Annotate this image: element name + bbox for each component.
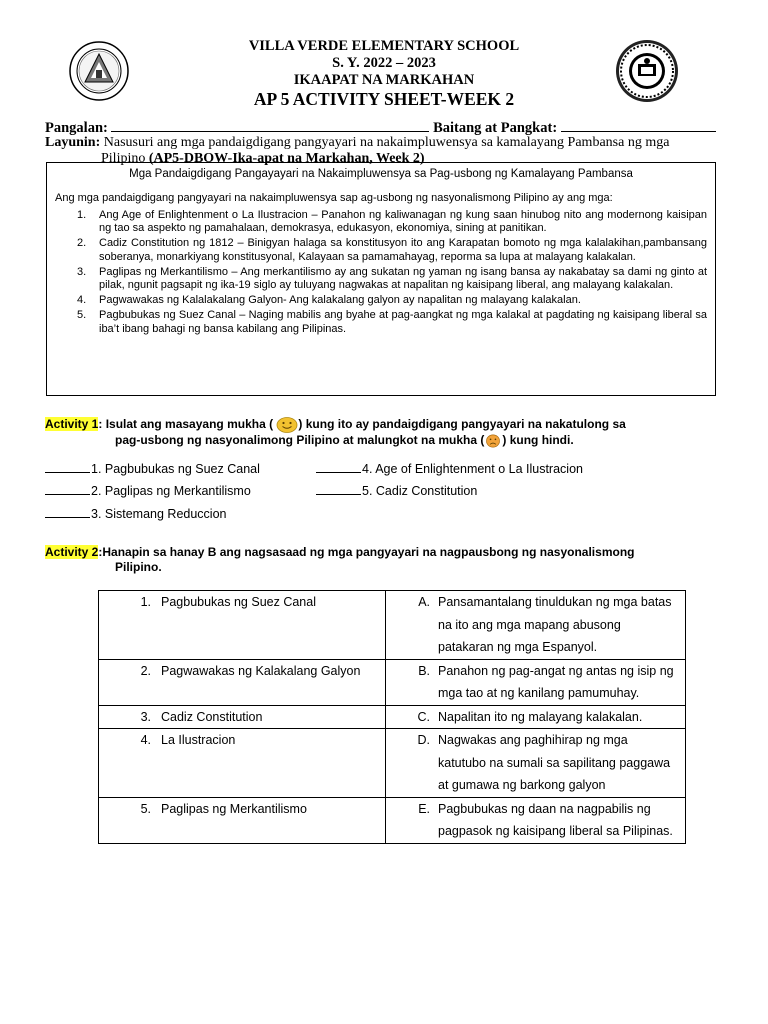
activity1-item: 5. Cadiz Constitution <box>316 484 477 498</box>
info-title: Mga Pandaigdigang Pangayayari na Nakaimpluwensya sa Pag-usbong ng Kamalayang Pambansa <box>129 168 633 180</box>
answer-blank[interactable] <box>316 484 361 495</box>
objective-label: Layunin: <box>45 135 101 150</box>
school-name: VILLA VERDE ELEMENTARY SCHOOL <box>248 38 520 54</box>
answer-blank[interactable] <box>45 462 90 473</box>
info-intro: Ang mga pandaigdigang pangyayari na nakaimpluwensya sap ag-usbong ng nasyonalismong Pilipino ay ang mga: <box>55 192 613 204</box>
activity1-item: 4. Age of Enlightenment o La Ilustracion <box>316 462 583 476</box>
quarter-label: IKAAPAT NA MARKAHAN <box>293 72 475 88</box>
sad-face-icon <box>484 433 502 449</box>
objective-text-1: Nasusuri ang mga pandaigdigang pangyayari na nakaimpluwensya sa kamalayang Pambansa ng mga <box>103 135 670 150</box>
list-item: 1. Ang Age of Enlightenment o La Ilustracion – Panahon ng kaliwanagan ng kung saan hinubog nito ang modernong kaisipan ng tao sa aspekto ng pamahalaan, demokrasya, edukasyon, ekonomiya, sining at panitikan. <box>77 209 707 235</box>
list-item: 2. Cadiz Constitution ng 1812 – Binigyan halaga sa konstitusyon ito ang Karapatan bomoto ng mga kalalakihan,pambansang soberanya, monarkiyang konstitusyonal, Kalayaan sa pamamahayag, reporma sa lupa at malayang kalakalan. <box>77 237 707 263</box>
list-item: 4. Pagwawakas ng Kalalakalang Galyon- Ang kalakalang galyon ay napalitan ng malayang kalakalan. <box>77 294 581 307</box>
info-list <box>57 209 707 336</box>
answer-blank[interactable] <box>316 462 361 473</box>
answer-blank[interactable] <box>45 484 90 495</box>
matching-table <box>98 590 686 844</box>
grade-label: Baitang at Pangkat: <box>433 120 558 136</box>
activity1-item: 1. Pagbubukas ng Suez Canal <box>45 462 260 476</box>
name-blank[interactable] <box>111 119 429 132</box>
sheet-title: AP 5 ACTIVITY SHEET-WEEK 2 <box>253 89 515 109</box>
table-row: 3. Cadiz Constitution C. Napalitan ito ng malayang kalakalan. <box>99 705 686 729</box>
list-item: 3. Paglipas ng Merkantilismo – Ang merkantilismo ay ang sukatan ng yaman ng isang bansa ay nakabatay sa dami ng ginto at pilak, ngunit pagsapit ng ika-19 siglo ay tuluyang nagwakas at napalitan ng kaisipang liberal, ang malayang kalakalan. <box>77 265 707 292</box>
activity2-label: Activity 2 <box>45 545 99 559</box>
activity1-instructions: Activity 1: Isulat ang masayang mukha ( ) kung ito ay pandaigdigang pangyayari na nakatulong sa pag-usbong ng nasyonalimong Pilipino at malungkot na mukha ( ) kung hindi. <box>45 417 626 448</box>
activity2-instructions: Activity 2:Hanapin sa hanay B ang nagsasaad ng mga pangyayari na nagpausbong ng nasyonalismong Pilipino. <box>45 545 635 574</box>
objective-text-2: Pilipino <box>101 151 146 166</box>
happy-face-icon <box>276 417 298 433</box>
answer-blank[interactable] <box>45 507 90 518</box>
table-row: 1. Pagbubukas ng Suez Canal A. Pansamantalang tinuldukan ng mga batas na ito ang mga mapang abusong patakaran ng mga Espanyol. <box>99 591 686 660</box>
table-row: 2. Pagwawakas ng Kalakalang Galyon B. Panahon ng pag-angat ng antas ng isip ng mga tao at ng kanilang pamumuhay. <box>99 659 686 705</box>
name-label: Pangalan: <box>45 120 108 136</box>
list-item: 5. Pagbubukas ng Suez Canal – Naging mabilis ang byahe at pag-aangkat ng mga kalakal at pagdating ng kaisipang liberal sa iba’t ibang bahagi ng bansa kabilang ang Pilipinas. <box>77 309 707 335</box>
table-row: 4. La Ilustracion D. Nagwakas ang paghihirap ng mga katutubo na sumali sa sapilitang paggawa at gumawa ng barkong galyon <box>99 729 686 798</box>
table-row: 5. Paglipas ng Merkantilismo E. Pagbubukas ng daan na nagpabilis ng pagpasok ng kaisipang liberal sa Pilipinas. <box>99 797 686 843</box>
document-header <box>0 38 768 109</box>
objective-code: (AP5-DBOW-Ika-apat na Markahan, Week 2) <box>148 151 425 166</box>
school-year: S. Y. 2022 – 2023 <box>332 55 436 71</box>
activity1-item: 3. Sistemang Reduccion <box>45 507 227 521</box>
info-box <box>46 162 716 396</box>
activity1-label: Activity 1 <box>45 417 99 432</box>
activity1-item: 2. Paglipas ng Merkantilismo <box>45 484 251 498</box>
grade-blank[interactable] <box>561 119 716 132</box>
